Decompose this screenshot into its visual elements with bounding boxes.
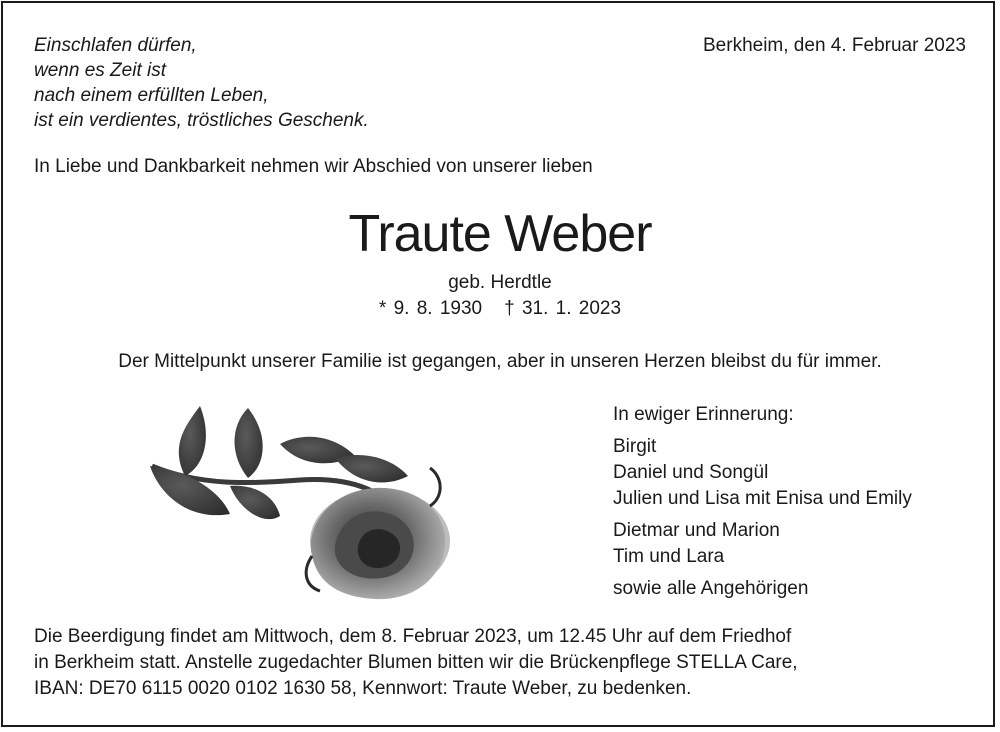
poem-line: ist ein verdientes, tröstliches Geschenk. bbox=[34, 110, 369, 131]
mourner: Julien und Lisa mit Enisa und Emily bbox=[613, 488, 912, 509]
mourner: Tim und Lara bbox=[613, 546, 725, 567]
poem bbox=[34, 33, 369, 133]
place-date: Berkheim, den 4. Februar 2023 bbox=[703, 35, 966, 56]
death-date: † 31. 1. 2023 bbox=[504, 298, 622, 319]
deceased-name: Traute Weber bbox=[348, 205, 652, 263]
poem-line: Einschlafen dürfen, bbox=[34, 35, 197, 56]
funeral-line: IBAN: DE70 6115 0020 0102 1630 58, Kennwort: Traute Weber, zu bedenken. bbox=[34, 678, 692, 699]
birth-date: * 9. 8. 1930 bbox=[378, 298, 483, 319]
mourner: Dietmar und Marion bbox=[613, 520, 780, 541]
mourners-list bbox=[613, 402, 912, 602]
poem-line: wenn es Zeit ist bbox=[34, 60, 166, 81]
life-dates bbox=[0, 296, 1000, 321]
mourners-closing: sowie alle Angehörigen bbox=[613, 578, 809, 599]
funeral-notice bbox=[34, 624, 798, 702]
mourner: Birgit bbox=[613, 436, 657, 457]
intro-text: In Liebe und Dankbarkeit nehmen wir Abschied von unserer lieben bbox=[34, 156, 593, 177]
funeral-line: Die Beerdigung findet am Mittwoch, dem 8. Februar 2023, um 12.45 Uhr auf dem Friedhof bbox=[34, 626, 792, 647]
mourner: Daniel und Songül bbox=[613, 462, 769, 483]
funeral-line: in Berkheim statt. Anstelle zugedachter Blumen bitten wir die Brückenpflege STELLA Care, bbox=[34, 652, 798, 673]
rose-image bbox=[130, 396, 470, 606]
maiden-name: geb. Herdtle bbox=[448, 272, 552, 293]
poem-line: nach einem erfüllten Leben, bbox=[34, 85, 269, 106]
motto: Der Mittelpunkt unserer Familie ist gegangen, aber in unseren Herzen bleibst du für immer. bbox=[118, 351, 882, 372]
mourners-heading: In ewiger Erinnerung: bbox=[613, 404, 794, 425]
